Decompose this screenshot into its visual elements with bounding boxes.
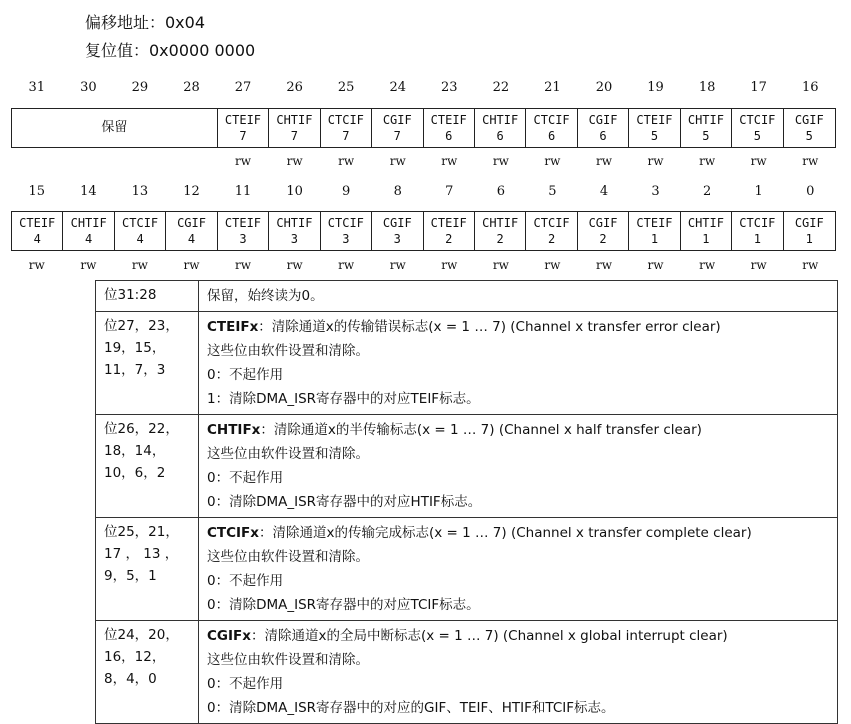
access-label [166,154,218,168]
field-name: CTCIF [122,216,159,230]
field-name: CTCIF [327,216,364,230]
bit-number: 3 [651,184,660,199]
access-label: rw [235,258,252,272]
access-label: rw [647,154,664,168]
description-title [207,521,829,545]
access-label: rw [338,154,355,168]
access-label: rw [338,258,355,272]
description-row [96,621,838,724]
field-channel: 6 [547,129,556,143]
description-title [207,418,829,442]
access-label: rw [389,154,406,168]
field-name: CTCIF [739,216,776,230]
bit-number: 6 [496,184,505,199]
access-label: rw [699,154,716,168]
offset-address: 偏移地址：0x04 [85,13,206,32]
field-name: CTEIF [430,113,467,127]
register-field [372,212,423,250]
bit-number: 16 [801,80,819,95]
field-channel: 4 [33,232,41,246]
bit-number: 30 [80,80,97,95]
access-label: rw [492,154,509,168]
description-row [96,281,838,312]
field-name: CTCIF [739,113,776,127]
bit-number: 24 [389,80,406,95]
bit-number: 2 [702,184,712,199]
bit-number: 23 [441,80,458,95]
register-field [63,212,114,250]
field-name: CTCIF [327,113,364,127]
bit-range-line: 18，14， [104,443,166,459]
bit-range [96,621,199,724]
title-text: ：清除通道x的传输完成标志(x = 1 … 7) (Channel x transfer complete clear) [258,525,752,541]
access-label: rw [131,258,148,272]
bit-range-line: 10，6，2 [104,465,166,481]
field-name: CTEIFx [207,319,259,335]
bit-range-line: 位26，22， [104,421,179,437]
field-name: CTCIFx [207,525,259,541]
bit-range [96,281,199,312]
register-field [372,109,423,147]
field-channel: 6 [496,129,504,143]
title-text: ：清除通道x的全局中断标志(x = 1 … 7) (Channel x global interrupt clear) [250,628,728,644]
field-name: CTEIF [636,113,673,127]
access-label: rw [750,154,767,168]
access-label: rw [286,154,303,168]
register-field [269,109,320,147]
register-field [321,212,372,250]
field-name: CGIF [794,113,824,127]
bit-range-line: 9，5，1 [104,568,157,584]
field-channel: 2 [547,232,556,246]
field-name: CGIFx [207,628,251,644]
bit-number: 19 [647,80,664,95]
bit-number: 10 [286,184,303,199]
field-name: CTEIF [430,216,467,230]
field-channel: 7 [393,129,401,143]
register-field [629,212,680,250]
bit-number: 22 [492,80,510,95]
field-channel: 5 [805,129,813,143]
bit-range-line: 位27，23， [104,318,179,334]
title-text: ：清除通道x的传输错误标志(x = 1 … 7) (Channel x transfer error clear) [258,319,721,335]
register-field [218,212,269,250]
field-channel: 4 [187,232,196,246]
field-name: CTCIF [533,216,570,230]
access-label: rw [699,258,716,272]
field-channel: 2 [445,232,453,246]
bit-number: 1 [754,184,763,199]
register-field [424,109,475,147]
description-line: 0：清除DMA_ISR寄存器中的对应TCIF标志。 [207,597,480,613]
field-name: CTEIF [224,216,262,230]
description-line: 这些位由软件设置和清除。 [207,446,369,462]
field-name: CHTIF [276,113,313,127]
field-name: CHTIF [276,216,313,230]
field-channel: 3 [393,232,401,246]
bit-number: 12 [183,184,200,199]
field-channel: 5 [753,129,761,143]
access-label: rw [647,258,664,272]
upper-register-fields [11,108,836,148]
access-label [11,154,63,168]
access-label: rw [595,258,612,272]
lower-access-row [11,258,836,272]
field-name: CGIF [794,216,824,230]
description-title [207,315,829,339]
description-line: 0：不起作用 [207,470,284,486]
register-field [784,109,835,147]
description-row [96,518,838,621]
field-channel: 5 [650,129,659,143]
description-row [96,415,838,518]
field-name: CHTIFx [207,422,261,438]
description-line: 0：不起作用 [207,367,284,383]
access-label: rw [389,258,406,272]
register-field [578,212,629,250]
bit-description [199,621,838,724]
bit-number: 21 [544,80,561,95]
field-channel: 3 [342,232,350,246]
bit-range-line: 11，7，3 [104,362,166,378]
bit-range [96,415,199,518]
bit-range [96,312,199,415]
bit-number: 31 [28,80,46,95]
register-field [526,109,577,147]
register-field [269,212,320,250]
title-text: 保留，始终读为0。 [207,288,324,304]
field-name: CHTIF [70,216,107,230]
field-channel: 5 [702,129,710,143]
bit-number: 29 [131,80,149,95]
bit-description [199,415,838,518]
description-line: 0：清除DMA_ISR寄存器中的对应的GIF、TEIF、HTIF和TCIF标志。 [207,700,615,716]
field-channel: 4 [136,232,144,246]
reserved-field: 保留 [12,109,218,147]
register-field [784,212,835,250]
field-channel: 6 [445,129,453,143]
lower-register-fields [11,211,836,251]
field-name: CTEIF [224,113,262,127]
access-label [63,154,115,168]
bit-range-line: 19，15， [104,340,166,356]
bit-number: 20 [595,80,613,95]
description-line: 这些位由软件设置和清除。 [207,652,369,668]
description-row [96,312,838,415]
register-field [12,212,63,250]
bit-range-line: 位31:28 [104,287,157,303]
field-name: CGIF [588,216,618,230]
access-label: rw [492,258,509,272]
upper-bit-numbers [11,80,836,95]
register-field [681,109,732,147]
register-field [578,109,629,147]
access-label: rw [441,154,458,168]
bit-number: 9 [342,184,351,199]
field-channel: 2 [599,232,607,246]
register-field [424,212,475,250]
reset-value: 复位值：0x0000 0000 [85,41,256,60]
bit-number: 5 [548,184,557,199]
bit-range-line: 位25，21， [104,524,179,540]
field-name: CHTIF [482,216,519,230]
field-channel: 1 [650,232,659,246]
description-line: 这些位由软件设置和清除。 [207,343,369,359]
access-label: rw [802,258,819,272]
bit-description [199,281,838,312]
bit-number: 14 [80,184,97,199]
register-field [321,109,372,147]
access-label: rw [802,154,819,168]
register-field [218,109,269,147]
field-channel: 1 [805,232,813,246]
bit-number: 4 [599,184,609,199]
field-name: CGIF [588,113,618,127]
access-label: rw [441,258,458,272]
field-channel: 2 [496,232,504,246]
field-channel: 7 [290,129,299,143]
bit-number: 8 [393,184,402,199]
bit-range-line: 16，12， [104,649,166,665]
register-field [732,109,783,147]
field-name: CTCIF [533,113,570,127]
field-name: CGIF [382,216,412,230]
bit-number: 27 [234,80,252,95]
field-channel: 4 [85,232,93,246]
access-label: rw [235,154,252,168]
bit-description [199,518,838,621]
register-field [629,109,680,147]
register-field [526,212,577,250]
register-field [475,212,526,250]
access-label: rw [183,258,200,272]
register-field [732,212,783,250]
description-title [207,624,829,648]
title-text: ：清除通道x的半传输标志(x = 1 … 7) (Channel x half transfer clear) [260,422,702,438]
access-label: rw [750,258,767,272]
access-label: rw [286,258,303,272]
description-line: 0：不起作用 [207,573,284,589]
access-label [114,154,166,168]
description-line: 这些位由软件设置和清除。 [207,549,369,565]
bit-range [96,518,199,621]
field-channel: 6 [599,129,607,143]
description-line: 1：清除DMA_ISR寄存器中的对应TEIF标志。 [207,391,480,407]
bit-number: 15 [28,184,46,199]
field-channel: 1 [702,232,710,246]
access-label: rw [544,258,561,272]
bit-number: 17 [750,80,767,95]
field-channel: 3 [290,232,299,246]
field-channel: 1 [753,232,761,246]
register-field [475,109,526,147]
field-channel: 7 [239,129,247,143]
bit-description [199,312,838,415]
access-label: rw [28,258,45,272]
register-field [681,212,732,250]
register-field [166,212,217,250]
field-channel: 3 [239,232,247,246]
field-name: CHTIF [687,216,724,230]
field-name: CTEIF [19,216,56,230]
lower-bit-numbers [11,184,836,199]
bit-number: 11 [234,184,252,199]
bit-number: 0 [806,184,815,199]
register-field [115,212,166,250]
field-name: CHTIF [482,113,519,127]
bit-number: 13 [131,184,149,199]
bit-range-line: 8，4，0 [104,671,157,687]
access-label: rw [595,154,612,168]
access-label: rw [544,154,561,168]
bit-description-table [95,280,838,724]
upper-access-row [11,154,836,168]
bit-number: 28 [183,80,200,95]
description-title [207,284,829,308]
bit-number: 25 [337,80,355,95]
field-name: CHTIF [687,113,724,127]
bit-number: 26 [286,80,303,95]
field-name: CGIF [382,113,412,127]
description-line: 0：清除DMA_ISR寄存器中的对应HTIF标志。 [207,494,482,510]
bit-range-line: 17 ， 13 ， [104,546,179,562]
field-channel: 7 [342,129,350,143]
description-line: 0：不起作用 [207,676,284,692]
bit-number: 18 [698,80,716,95]
bit-number: 7 [445,184,454,199]
bit-range-line: 位24，20， [104,627,179,643]
field-name: CGIF [177,216,206,230]
field-name: CTEIF [636,216,673,230]
access-label: rw [80,258,97,272]
